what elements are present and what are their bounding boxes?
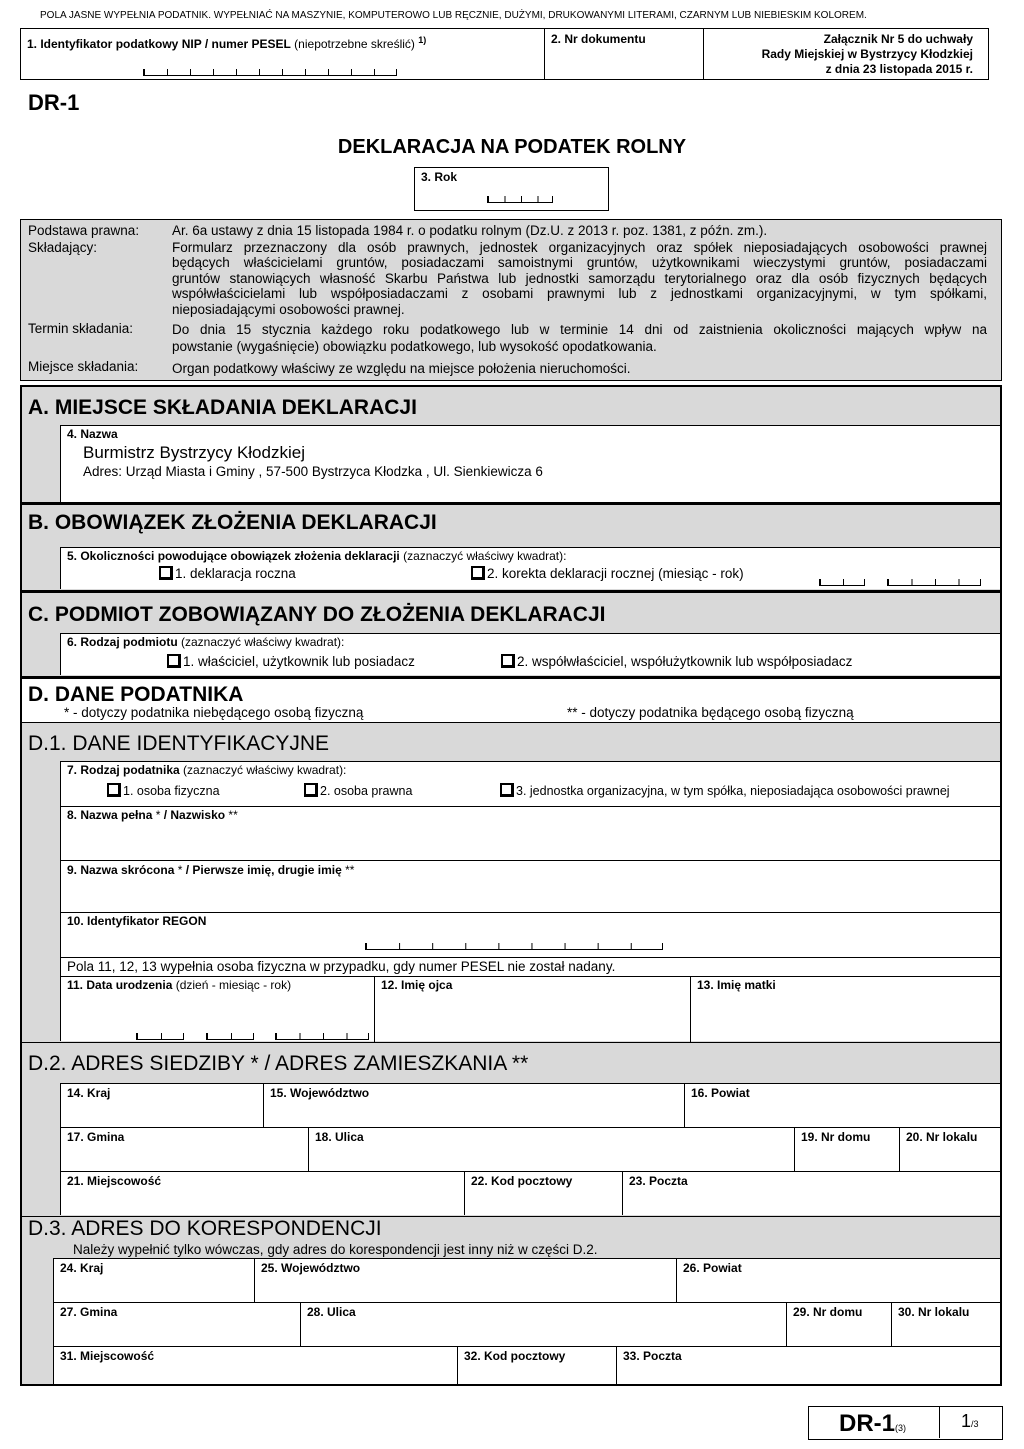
- legal-person-option[interactable]: 2. osoba prawna: [304, 783, 412, 798]
- basis-label: Podstawa prawna:: [28, 223, 140, 238]
- field7-label: 7. Rodzaj podatnika (zaznaczyć właściwy kwadrat):: [67, 763, 347, 777]
- corr-municipality-field[interactable]: [53, 1302, 300, 1346]
- d1-fields: [60, 761, 1000, 1041]
- section-d3-title: D.3. ADRES DO KORESPONDENCJI: [28, 1217, 382, 1240]
- legal-info: [20, 219, 1002, 381]
- field23-label: 23. Poczta: [629, 1174, 688, 1188]
- checkbox-icon[interactable]: [471, 566, 485, 580]
- note-natural-person: ** - dotyczy podatnika będącego osobą fizyczną: [567, 705, 854, 720]
- pesel-note: Pola 11, 12, 13 wypełnia osoba fizyczna w przypadku, gdy numer PESEL nie został nadany.: [67, 959, 616, 974]
- co-owner-option[interactable]: 2. współwłaściciel, współużytkownik lub współposiadacz: [501, 654, 852, 669]
- field5-label: 5. Okoliczności powodujące obowiązek złożenia deklaracji (zaznaczyć właściwy kwadrat):: [67, 549, 567, 563]
- apartment-number-field[interactable]: [899, 1127, 1000, 1171]
- correction-month-input[interactable]: [819, 579, 865, 586]
- pesel-note-row: [61, 957, 1001, 977]
- deadline-label: Termin składania:: [28, 321, 134, 336]
- corr-voivodeship-field[interactable]: [254, 1258, 676, 1302]
- section-a-title: A. MIEJSCE SKŁADANIA DEKLARACJI: [28, 396, 417, 419]
- field4-label: 4. Nazwa: [67, 427, 118, 441]
- section-b-title: B. OBOWIĄZEK ZŁOŻENIA DEKLARACJI: [28, 511, 437, 534]
- checkbox-icon[interactable]: [501, 654, 515, 668]
- father-name-field[interactable]: [374, 976, 690, 1042]
- place-text: Organ podatkowy właściwy ze względu na miejsce położenia nieruchomości.: [172, 361, 631, 376]
- form-title: DEKLARACJA NA PODATEK ROLNY: [337, 136, 687, 158]
- regon-field[interactable]: [61, 912, 1001, 957]
- d2-fields: [60, 1083, 1000, 1215]
- field1-label: 1. Identyfikator podatkowy NIP / numer PESEL (niepotrzebne skreślić) $^{1)}$: [27, 35, 427, 51]
- field22-label: 22. Kod pocztowy: [471, 1174, 573, 1188]
- note-legal-person: * - dotyczy podatnika niebędącego osobą fizyczną: [64, 705, 364, 720]
- filer-text: Formularz przeznaczony dla osób prawnych, jednostek organizacyjnych oraz spółek nieposiadających osobowości prawnej będących właścicielami gruntów, posiadaczami samoistnymi gruntów, użytkownikami wieczystymi gruntów, posiadaczami gruntów stanowiących własność Skarbu Państwa lub jednostki samorządu terytorialnego oraz dla osób fizycznych będących współwłaścicielami lub współposiadaczami z osobami prawnymi lub z jednostkami organizacyjnymi, w tym spółkami, nieposiadającymi osobowości prawnej.: [172, 240, 987, 317]
- field18-label: 18. Ulica: [315, 1130, 364, 1144]
- checkbox-icon[interactable]: [304, 783, 318, 797]
- field4-box: [60, 425, 1000, 502]
- birth-day-input[interactable]: [136, 1033, 184, 1040]
- field16-label: 16. Powiat: [691, 1086, 750, 1100]
- checkbox-icon[interactable]: [500, 783, 514, 797]
- birth-date-field[interactable]: [61, 976, 374, 1042]
- checkbox-icon[interactable]: [107, 783, 121, 797]
- field29-label: 29. Nr domu: [793, 1305, 863, 1319]
- field6-label: 6. Rodzaj podmiotu (zaznaczyć właściwy kwadrat):: [67, 635, 345, 649]
- municipality-field[interactable]: [60, 1127, 308, 1171]
- field10-label: 10. Identyfikator REGON: [67, 914, 207, 928]
- field20-label: 20. Nr lokalu: [906, 1130, 978, 1144]
- footer-box: [808, 1406, 1003, 1440]
- field21-label: 21. Miejscowość: [67, 1174, 162, 1188]
- divider: [22, 676, 1000, 679]
- field15-label: 15. Województwo: [270, 1086, 370, 1100]
- natural-person-option[interactable]: 1. osoba fizyczna: [107, 783, 220, 798]
- field14-label: 14. Kraj: [67, 1086, 111, 1100]
- office-name: Burmistrz Bystrzycy Kłodzkiej: [83, 443, 305, 462]
- field5-box: [60, 547, 1000, 589]
- section-d2-title: D.2. ADRES SIEDZIBY * / ADRES ZAMIESZKANIA **: [28, 1052, 529, 1075]
- form-code: DR-1: [28, 90, 80, 115]
- field8-label: 8. Nazwa pełna * / Nazwisko **: [67, 808, 238, 822]
- county-field[interactable]: [684, 1083, 1000, 1127]
- office-address: Adres: Urząd Miasta i Gminy , 57-500 Bystrzyca Kłodzka , Ul. Sienkiewicza 6: [83, 464, 543, 479]
- year-field[interactable]: [414, 167, 609, 211]
- d3-note: Należy wypełnić tylko wówczas, gdy adres do korespondencji jest inny niż w części D.2.: [73, 1242, 598, 1257]
- year-label: 3. Rok: [421, 170, 458, 184]
- field9-label: 9. Nazwa skrócona * / Pierwsze imię, drugie imię **: [67, 863, 355, 877]
- corr-post-office-field[interactable]: [616, 1346, 1000, 1384]
- birth-year-input[interactable]: [275, 1033, 369, 1040]
- field27-label: 27. Gmina: [60, 1305, 118, 1319]
- owner-option[interactable]: 1. właściciel, użytkownik lub posiadacz: [167, 654, 415, 669]
- voivodeship-field[interactable]: [263, 1083, 684, 1127]
- birth-month-input[interactable]: [206, 1033, 254, 1040]
- corr-country-field[interactable]: [53, 1258, 254, 1302]
- field2-box[interactable]: [544, 29, 704, 79]
- field13-label: 13. Imię matki: [697, 978, 776, 992]
- header-box: [20, 28, 989, 80]
- year-input[interactable]: [487, 196, 553, 203]
- regon-input[interactable]: [365, 943, 663, 950]
- short-name-field[interactable]: [61, 860, 1001, 912]
- corr-county-field[interactable]: [676, 1258, 1000, 1302]
- annex-note: Załącznik Nr 5 do uchwały Rady Miejskiej w Bystrzycy Kłodzkiej z dnia 23 listopada 2015 r.: [761, 32, 973, 76]
- footer-code: DR-1(3): [839, 1410, 907, 1437]
- post-office-field[interactable]: [622, 1171, 1000, 1215]
- correction-option[interactable]: 2. korekta deklaracji rocznej (miesiąc - rok): [471, 566, 744, 581]
- corr-city-field[interactable]: [53, 1346, 457, 1384]
- mother-name-field[interactable]: [690, 976, 1001, 1042]
- field30-label: 30. Nr lokalu: [898, 1305, 970, 1319]
- field28-label: 28. Ulica: [307, 1305, 356, 1319]
- corr-apartment-number-field[interactable]: [891, 1302, 1000, 1346]
- nip-pesel-input[interactable]: [143, 69, 397, 76]
- field2-label: 2. Nr dokumentu: [551, 32, 646, 46]
- corr-street-field[interactable]: [300, 1302, 786, 1346]
- corr-postal-code-field[interactable]: [457, 1346, 616, 1384]
- house-number-field[interactable]: [794, 1127, 899, 1171]
- place-label: Miejsce składania:: [28, 359, 139, 374]
- postal-code-field[interactable]: [464, 1171, 622, 1215]
- annual-declaration-option[interactable]: 1. deklaracja roczna: [159, 566, 296, 581]
- section-d-title: D. DANE PODATNIKA: [28, 683, 244, 706]
- corr-house-number-field[interactable]: [786, 1302, 891, 1346]
- section-d1-title: D.1. DANE IDENTYFIKACYJNE: [28, 732, 330, 755]
- field26-label: 26. Powiat: [683, 1261, 742, 1275]
- correction-year-input[interactable]: [887, 579, 981, 586]
- d3-fields: [53, 1258, 1000, 1384]
- country-field[interactable]: [60, 1083, 263, 1127]
- top-notice: POLA JASNE WYPEŁNIA PODATNIK. WYPEŁNIAĆ NA MASZYNIE, KOMPUTEROWO LUB RĘCZNIE, DUŻYMI, DRUKOWANYMI LITERAMI, CZARNYM LUB NIEBIESKIM KOLOREM.: [40, 10, 867, 21]
- basis-text: Ar. 6a ustawy z dnia 15 listopada 1984 r. o podatku rolnym (Dz.U. z 2013 r. poz. 1381, z późn. zm.).: [172, 223, 768, 238]
- field31-label: 31. Miejscowość: [60, 1349, 155, 1363]
- field12-label: 12. Imię ojca: [381, 978, 453, 992]
- footer-divider: [939, 1407, 940, 1438]
- section-c-title: C. PODMIOT ZOBOWIĄZANY DO ZŁOŻENIA DEKLARACJI: [28, 603, 606, 626]
- page-number: 1/3: [961, 1411, 979, 1431]
- field6-box: [60, 633, 1000, 675]
- field24-label: 24. Kraj: [60, 1261, 104, 1275]
- field19-label: 19. Nr domu: [801, 1130, 871, 1144]
- field11-label: 11. Data urodzenia (dzień - miesiąc - rok): [67, 978, 292, 992]
- city-field[interactable]: [60, 1171, 464, 1215]
- field32-label: 32. Kod pocztowy: [464, 1349, 566, 1363]
- filer-label: Składający:: [28, 240, 98, 255]
- checkbox-icon[interactable]: [159, 566, 173, 580]
- checkbox-icon[interactable]: [167, 654, 181, 668]
- deadline-text: Do dnia 15 stycznia każdego roku podatkowego lub w terminie 14 dni od zaistnienia okoliczności mających wpływ na powstanie (wygaśnięcie) obowiązku podatkowego, lub wysokość opodatkowania.: [172, 322, 987, 354]
- field33-label: 33. Poczta: [623, 1349, 682, 1363]
- full-name-field[interactable]: [61, 806, 1001, 860]
- field25-label: 25. Województwo: [261, 1261, 361, 1275]
- street-field[interactable]: [308, 1127, 794, 1171]
- field17-label: 17. Gmina: [67, 1130, 125, 1144]
- org-unit-option[interactable]: 3. jednostka organizacyjna, w tym spółka, nieposiadająca osobowości prawnej: [500, 783, 950, 798]
